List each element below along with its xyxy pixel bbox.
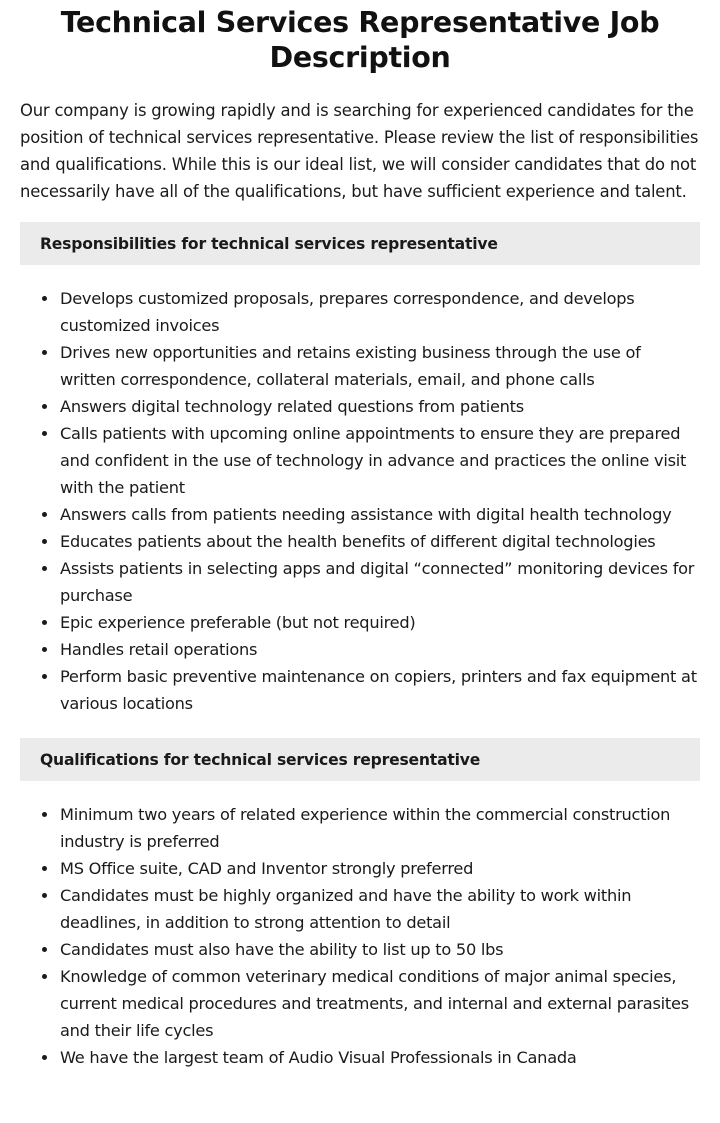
qualifications-list: [20, 801, 700, 1071]
list-item: Educates patients about the health benefits of different digital technologies: [60, 528, 700, 555]
job-description-page: [0, 5, 720, 1071]
list-item: MS Office suite, CAD and Inventor strongly preferred: [60, 855, 700, 882]
page-title: Technical Services Representative Job Description: [60, 6, 660, 74]
list-item: Drives new opportunities and retains existing business through the use of written correspondence, collateral materials, email, and phone calls: [60, 339, 700, 393]
list-item: Answers digital technology related questions from patients: [60, 393, 700, 420]
list-item: Perform basic preventive maintenance on copiers, printers and fax equipment at various locations: [60, 663, 700, 717]
list-item: Answers calls from patients needing assistance with digital health technology: [60, 501, 700, 528]
responsibilities-list: [20, 285, 700, 717]
responsibilities-heading: Responsibilities for technical services representative: [20, 222, 700, 265]
list-item: Assists patients in selecting apps and digital “connected” monitoring devices for purchase: [60, 555, 700, 609]
list-item: Handles retail operations: [60, 636, 700, 663]
list-item: Knowledge of common veterinary medical conditions of major animal species, current medical procedures and treatments, and internal and external parasites and their life cycles: [60, 963, 700, 1044]
list-item: Calls patients with upcoming online appointments to ensure they are prepared and confident in the use of technology in advance and practices the online visit with the patient: [60, 420, 700, 501]
qualifications-heading: Qualifications for technical services representative: [20, 738, 700, 781]
list-item: We have the largest team of Audio Visual Professionals in Canada: [60, 1044, 700, 1071]
intro-paragraph: Our company is growing rapidly and is searching for experienced candidates for the position of technical services representative. Please review the list of responsibilities and qualifications. While this is our ideal list, we will consider candidates that do not necessarily have all of the qualifications, but have sufficient experience and talent.: [20, 101, 699, 201]
list-item: Candidates must be highly organized and have the ability to work within deadlines, in addition to strong attention to detail: [60, 882, 700, 936]
list-item: Develops customized proposals, prepares correspondence, and develops customized invoices: [60, 285, 700, 339]
list-item: Epic experience preferable (but not required): [60, 609, 700, 636]
list-item: Minimum two years of related experience within the commercial construction industry is preferred: [60, 801, 700, 855]
list-item: Candidates must also have the ability to list up to 50 lbs: [60, 936, 700, 963]
